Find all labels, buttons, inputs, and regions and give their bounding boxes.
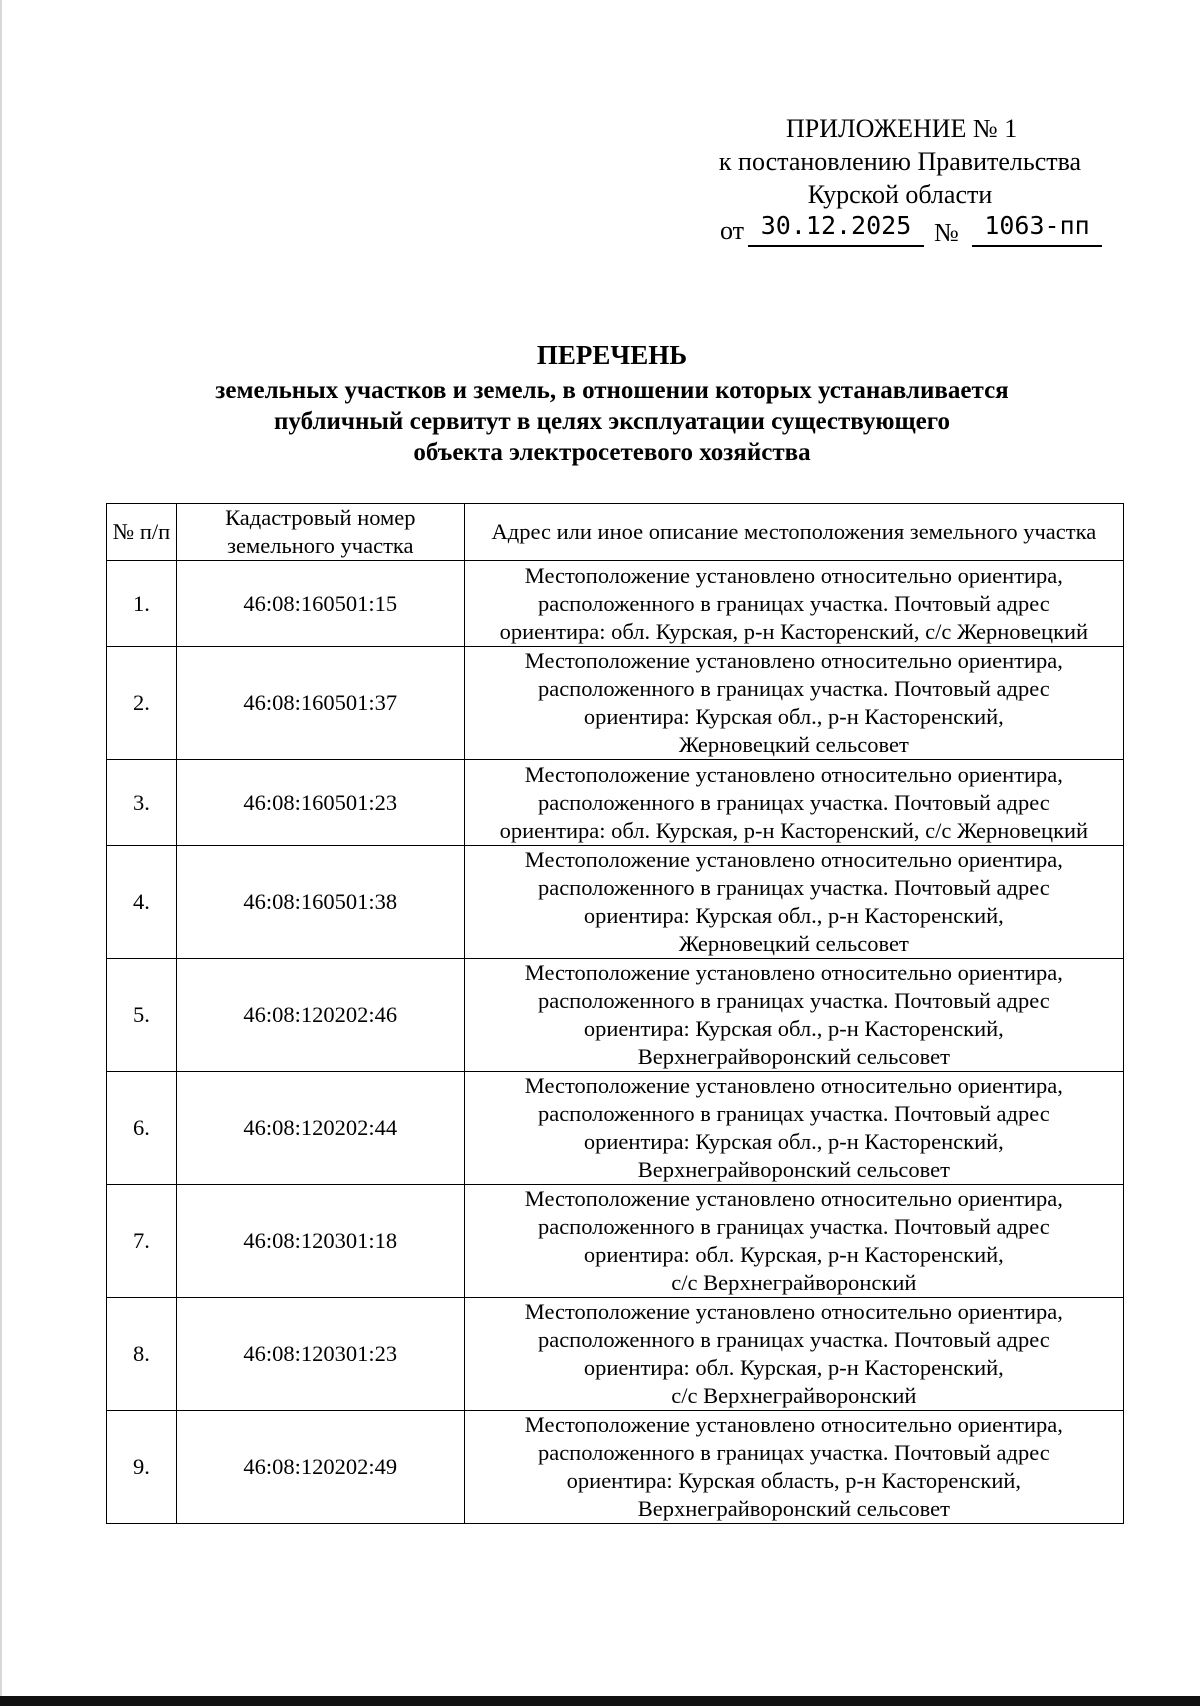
plot-address: Местоположение установлено относительно ориентира, расположенного в границах участка. Почтовый адрес ориентира: обл. Курская, р-н Касторенский, с/с Жерновецкий (464, 760, 1123, 846)
row-number: 7. (107, 1185, 177, 1298)
row-number: 2. (107, 647, 177, 760)
row-number: 9. (107, 1411, 177, 1524)
scan-left-edge (0, 0, 2, 1706)
table-row (107, 959, 1124, 1072)
cadastral-number: 46:08:160501:38 (176, 846, 464, 959)
document-title (100, 340, 1124, 468)
row-number: 4. (107, 846, 177, 959)
plot-address: Местоположение установлено относительно ориентира, расположенного в границах участка. Почтовый адрес ориентира: Курская обл., р-н Касторенский, Верхнеграйворонский сельсовет (464, 1072, 1123, 1185)
table-row (107, 1072, 1124, 1185)
subtitle-line-1: земельных участков и земель, в отношении которых устанавливается (215, 377, 1009, 404)
cadastral-number: 46:08:120301:18 (176, 1185, 464, 1298)
cadastral-number: 46:08:160501:37 (176, 647, 464, 760)
plot-address: Местоположение установлено относительно ориентира, расположенного в границах участка. Почтовый адрес ориентира: обл. Курская, р-н Касторенский, с/с Верхнеграйворонский (464, 1298, 1123, 1411)
number-prefix: № (934, 218, 959, 247)
table-row (107, 647, 1124, 760)
plot-address: Местоположение установлено относительно ориентира, расположенного в границах участка. Почтовый адрес ориентира: Курская обл., р-н Касторенский, Жерновецкий сельсовет (464, 647, 1123, 760)
decree-number: 1063-пп (972, 211, 1102, 247)
row-number: 5. (107, 959, 177, 1072)
land-plots-table (106, 503, 1124, 1524)
subtitle-line-2: публичный сервитут в целях эксплуатации существующего (274, 408, 950, 435)
row-number: 1. (107, 561, 177, 647)
cadastral-number: 46:08:120301:23 (176, 1298, 464, 1411)
table-body (107, 561, 1124, 1524)
subtitle-line-3: объекта электросетевого хозяйства (413, 439, 811, 466)
table-row (107, 1298, 1124, 1411)
table-row (107, 846, 1124, 959)
document-heading: ПЕРЕЧЕНЬ (536, 340, 688, 370)
appendix-block (690, 112, 1110, 251)
plot-address: Местоположение установлено относительно ориентира, расположенного в границах участка. Почтовый адрес ориентира: Курская обл., р-н Касторенский, Жерновецкий сельсовет (464, 846, 1123, 959)
plot-address: Местоположение установлено относительно ориентира, расположенного в границах участка. Почтовый адрес ориентира: обл. Курская, р-н Касторенский, с/с Верхнеграйворонский (464, 1185, 1123, 1298)
table-row (107, 760, 1124, 846)
cadastral-number: 46:08:120202:46 (176, 959, 464, 1072)
cadastral-number: 46:08:120202:49 (176, 1411, 464, 1524)
table-header-row (107, 504, 1124, 561)
header-cadastral: Кадастровый номер земельного участка (176, 504, 464, 561)
plot-address: Местоположение установлено относительно ориентира, расположенного в границах участка. Почтовый адрес ориентира: Курская обл., р-н Касторенский, Верхнеграйворонский сельсовет (464, 959, 1123, 1072)
row-number: 8. (107, 1298, 177, 1411)
table-row (107, 1185, 1124, 1298)
date-prefix: от (720, 216, 745, 245)
cadastral-number: 46:08:160501:23 (176, 760, 464, 846)
header-address: Адрес или иное описание местоположения земельного участка (464, 504, 1123, 561)
appendix-title: ПРИЛОЖЕНИЕ № 1 (786, 114, 1018, 143)
cadastral-number: 46:08:160501:15 (176, 561, 464, 647)
decree-date: 30.12.2025 (748, 211, 924, 247)
plot-address: Местоположение установлено относительно ориентира, расположенного в границах участка. Почтовый адрес ориентира: Курская область, р-н Касторенский, Верхнеграйворонский сельсовет (464, 1411, 1123, 1524)
row-number: 3. (107, 760, 177, 846)
table-row (107, 561, 1124, 647)
appendix-line-2: к постановлению Правительства (718, 147, 1082, 176)
plot-address: Местоположение установлено относительно ориентира, расположенного в границах участка. Почтовый адрес ориентира: обл. Курская, р-н Касторенский, с/с Жерновецкий (464, 561, 1123, 647)
table-row (107, 1411, 1124, 1524)
cadastral-number: 46:08:120202:44 (176, 1072, 464, 1185)
header-number: № п/п (107, 504, 177, 561)
row-number: 6. (107, 1072, 177, 1185)
date-number-line (690, 211, 1110, 251)
scan-bottom-edge (0, 1696, 1200, 1706)
appendix-line-3: Курской области (807, 180, 993, 209)
